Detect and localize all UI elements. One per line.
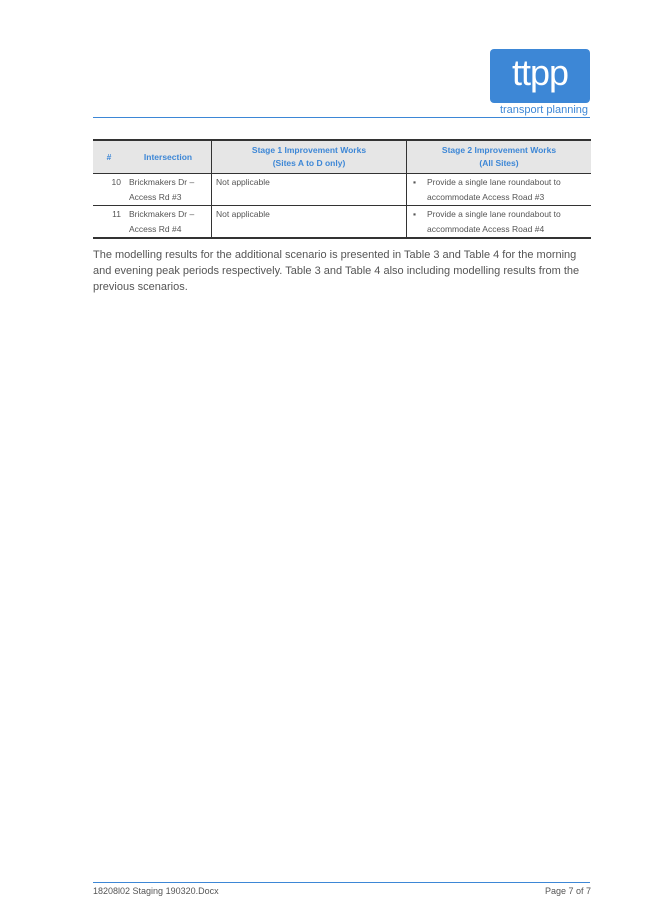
row-stage1: Not applicable	[212, 174, 407, 206]
improvement-works-table	[93, 139, 591, 239]
table-row	[93, 206, 591, 239]
header-stage2	[407, 140, 592, 174]
header-divider	[93, 117, 590, 118]
stage2-line2: accommodate Access Road #4	[427, 224, 545, 234]
row-intersection	[125, 174, 212, 206]
stage2-line2: accommodate Access Road #3	[427, 192, 545, 202]
logo-subtitle: transport planning	[499, 104, 588, 116]
row-intersection	[125, 206, 212, 239]
body-paragraph: The modelling results for the additional scenario is presented in Table 3 and Table 4 for the morning and evening peak periods respectively. Table 3 and Table 4 also including modelling results from the previous scenarios.	[93, 249, 580, 293]
row-stage1: Not applicable	[212, 206, 407, 239]
intersection-line1: Brickmakers Dr –	[129, 177, 195, 187]
company-logo	[490, 49, 590, 103]
bullet-icon: ▪	[413, 209, 417, 219]
intersection-line2: Access Rd #4	[129, 224, 182, 234]
header-intersection: Intersection	[125, 140, 212, 174]
row-num: 10	[93, 174, 125, 206]
stage2-text	[427, 207, 561, 237]
header-num: #	[93, 140, 125, 174]
table-row	[93, 174, 591, 206]
bullet-icon: ▪	[413, 177, 417, 187]
intersection-line1: Brickmakers Dr –	[129, 209, 195, 219]
footer-page-number: Page 7 of 7	[544, 886, 591, 896]
stage2-line1: Provide a single lane roundabout to	[427, 177, 561, 187]
stage2-text	[427, 175, 561, 205]
table-header-row	[93, 140, 591, 174]
header-stage1-title: Stage 1 Improvement Works	[251, 145, 367, 155]
header-stage1-sub: (Sites A to D only)	[272, 158, 346, 168]
intersection-line2: Access Rd #3	[129, 192, 182, 202]
row-stage2	[407, 174, 592, 206]
stage2-line1: Provide a single lane roundabout to	[427, 209, 561, 219]
footer-divider	[93, 882, 590, 883]
logo-text: ttpp	[511, 52, 569, 93]
header-stage2-sub: (All Sites)	[479, 158, 519, 168]
row-stage2	[407, 206, 592, 239]
row-num: 11	[93, 206, 125, 239]
header-stage2-title: Stage 2 Improvement Works	[441, 145, 557, 155]
footer-filename: 18208l02 Staging 190320.Docx	[93, 886, 219, 896]
header-stage1	[212, 140, 407, 174]
